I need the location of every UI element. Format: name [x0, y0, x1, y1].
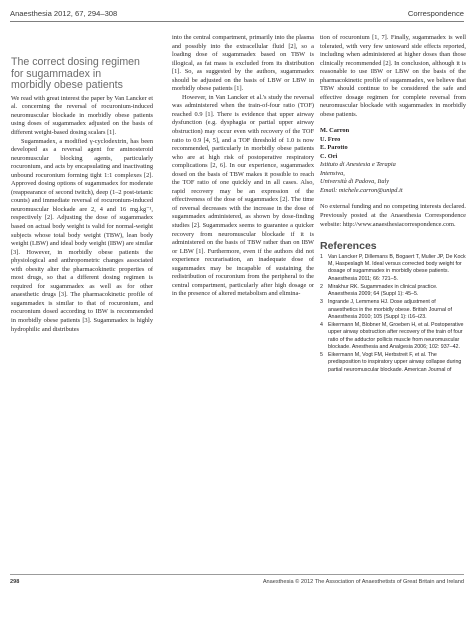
letter-title: [11, 57, 153, 92]
author-name: C. Ori: [320, 152, 338, 160]
reference-number: 3: [320, 299, 323, 306]
column-2: [172, 34, 314, 299]
reference-item: [320, 254, 466, 284]
reference-text: Eikermann M, Blobner M, Groeben H, et al. Postoperative upper airway obstruction after recovery of the train of four ratio of the adductor pollicis muscle from neuromuscular blockade. Anesthesia and Analgesia 2006; 102: 937–42.: [328, 321, 464, 351]
author-name: U. Freo: [320, 135, 341, 143]
affiliation: Intensiva,: [320, 169, 345, 177]
paragraph: into the central compartment, primarily into the plasma and possibly into the extracellular fluid [2], so a loading dose of sugammadex based on TBW is illogical, as fat mass is excluded from its distribution [1]. So, as suggested by the authors, sugammadex should be adjusted on the basis of LBW or LBW in morbidly obese patients [1].: [172, 34, 314, 93]
header-rule: [10, 21, 464, 22]
author-name: E. Parotto: [320, 144, 348, 152]
affiliation: Istituto di Anestesia e Terapia: [320, 161, 396, 169]
reference-list: [320, 254, 466, 375]
reference-text: Mirakhur RK. Sugammadex in clinical practice. Anaesthesia 2009; 64 (Suppl 1): 45–5.: [328, 283, 438, 298]
reference-number: 4: [320, 321, 323, 328]
reference-item: [320, 352, 466, 374]
paragraph: Sugammadex, a modified γ-cyclodextrin, has been developed as a reversal agent for aminosteroid neuromuscular blocking agents, particularly rocuronium, and acts by encapsulating and inactivating unbound rocuronium forming tight 1:1 complexes [2]. Approved dosing options of sugammadex for moderate (reappearance of second twitch), deep (1–2 post-tetanic counts) and immediate reversal of rocuronium-induced neuromuscular blockade are 2, 4 and 16 mg.kg⁻¹, respectively [2]. Adjusting the dose of sugammadex based on actual body weight is valid for normal-weight subjects whose total body weight (TBW), lean body weight (LBW) and ideal body weight (IBW) are similar [3]. However, in morbidly obese patients the physiological and anthropometric changes associated with obesity alter the pharmacokinetic properties of most drugs, so that a different dosing regimen is required for sugammadex as well as for other anaesthetic drugs [3]. The pharmacokinetic profile of sugammadex is similar to that of rocuronium, and rocuronium dosed according to IBW is recommended in morbidly obese patients [3]. Sugammadex is highly hydrophilic and distributes: [11, 137, 153, 333]
reference-item: [320, 322, 466, 352]
reference-number: 1: [320, 253, 323, 260]
reference-text: Van Lancker P, Dillemans B, Bogaert T, Mulier JP, De Kock M, Haspeslagh M. Ideal versus corrected body weight for dosage of sugammadex in morbidly obese patients. Anaesthesia 2011; 66: 721–5.: [328, 253, 466, 282]
journal-citation: Anaesthesia 2012, 67, 294–308: [10, 9, 118, 18]
title-line: for sugammadex in: [11, 67, 102, 80]
paragraph: However, in Van Lancker et al.'s study the reversal was administered when the train-of-four ratio (TOF) reached 0.9 [1]. There is evidence that upper airway dysfunction (e.g. dysphagia or partial upper airway obstruction) may occur even with recovery of the TOF ratio to 0.9 [4, 5], and a TOF threshold of 1.0 is now recommended, particularly in morbidly obese patients who are at high risk of postoperative respiratory complications [2, 6]. In our experience, sugammadex dosed on the basis of TBW makes it possible to reach the TOF ratio of one quickly and in all cases. Also, rapid recovery may be an expression of the effectiveness of the dose of sugammadex [2]. The time of reversal decreases with the increase in the dose of sugammadex administered, as shown by dose-finding studies [2]. Sugammadex seems to guarantee a quicker recovery from neuromuscular blockade if it is administered on the basis of TBW rather than on IBW or LBW [1]. Furthermore, even if the authors did not experience recurarisation, an inadequate dose of sugammadex may be incapable of sustaining the redistribution of rocuronium from the peripheral to the central compartment, particularly after high dosage or in the presence of altered metabolism and elimina-: [172, 93, 314, 298]
affiliation: Università di Padova, Italy: [320, 178, 390, 186]
author-block: [320, 127, 466, 195]
reference-item: [320, 299, 466, 321]
reference-number: 5: [320, 351, 323, 358]
column-3: [320, 34, 466, 375]
author-name: M. Carron: [320, 127, 350, 135]
section-label: Correspondence: [407, 9, 464, 18]
title-line: morbidly obese patients: [11, 79, 123, 92]
reference-text: Eikermann M, Vogt FM, Herbstreit F, et al. The predisposition to inspiratory upper airway collapse during partial neuromuscular blockade. American Journal of: [328, 351, 462, 373]
page-number: 298: [10, 579, 20, 585]
reference-item: [320, 284, 466, 299]
column-1: [11, 34, 153, 334]
footer-rule: [10, 574, 464, 575]
reference-number: 2: [320, 283, 323, 290]
title-line: The correct dosing regimen: [11, 56, 140, 68]
funding-statement: No external funding and no competing interests declared. Previously posted at the Anaesthesia Correspondence website: http://www.anaesthesiacorrespondence.com.: [320, 203, 466, 228]
paragraph: We read with great interest the paper by Van Lancker et al. concerning the reversal of rocuronium-induced neuromuscular blockade in morbidly obese patients using doses of sugammadex adjusted on the basis of different weight-based dosing scalars [1].: [11, 94, 153, 136]
references-heading: References: [320, 240, 377, 253]
reference-text: Ingrande J, Lemmens HJ. Dose adjustment of anaesthetics in the morbidly obese. British Journal of Anaesthesia 2010; 105 (Suppl 1): i16–i23.: [328, 299, 452, 320]
copyright-notice: Anaesthesia © 2012 The Association of Anaesthetists of Great Britain and Ireland: [262, 579, 464, 585]
paragraph: tion of rocuronium [1, 7]. Finally, sugammadex is well tolerated, with very few untoward side effects reported, including when administered at higher doses than those clinically recommended [2]. In conclusion, although it is reasonable to use IBW or LBW on the basis of the pharmacokinetic profile of sugammadex, we believe that TBW should continue to be considered the safe and effective dosage regimen for complete reversal from neuromuscular blockade with sugammadex in morbidly obese patients.: [320, 34, 466, 118]
author-email[interactable]: Email: michele.carron@unipd.it: [320, 186, 403, 194]
running-head: [10, 6, 464, 24]
